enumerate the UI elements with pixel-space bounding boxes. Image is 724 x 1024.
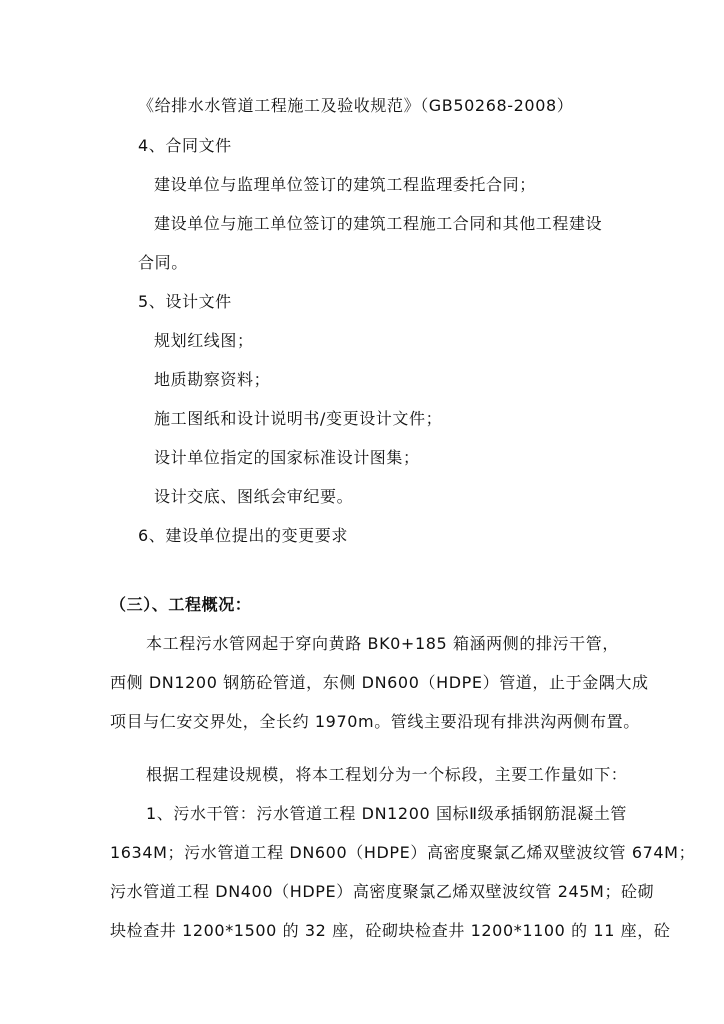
scope-item-1-line-3: 污水管道工程 DN400（HDPE）高密度聚氯乙烯双壁波纹管 245M；砼砌 (110, 882, 655, 901)
contract-line-1: 建设单位与监理单位签订的建筑工程监理委托合同； (154, 175, 536, 194)
overview-line-1: 本工程污水管网起于穿向黄路 BK0+185 箱涵两侧的排污干管， (146, 634, 619, 653)
overview-line-3: 项目与仁安交界处，全长约 1970m。管线主要沿现有排洪沟两侧布置。 (110, 712, 640, 731)
overview-line-2: 西侧 DN1200 钢筋砼管道，东侧 DN600（HDPE）管道，止于金隅大成 (110, 673, 649, 692)
scope-item-1-line-1: 1、污水干管：污水管道工程 DN1200 国标Ⅱ级承插钢筋混凝土管 (146, 804, 628, 823)
scope-item-1-line-2: 1634M；污水管道工程 DN600（HDPE）高密度聚氯乙烯双壁波纹管 674M； (110, 843, 696, 862)
section-6-heading: 6、建设单位提出的变更要求 (138, 526, 348, 545)
scope-item-1-line-4: 块检查井 1200*1500 的 32 座，砼砌块检查井 1200*1100 的 11 座，砼 (110, 921, 671, 940)
design-file-item-5: 设计交底、图纸会审纪要。 (154, 487, 354, 506)
design-file-item-3: 施工图纸和设计说明书/变更设计文件； (154, 409, 443, 428)
contract-line-2: 建设单位与施工单位签订的建筑工程施工合同和其他工程建设 (154, 214, 603, 233)
design-file-item-2: 地质勘察资料； (154, 370, 271, 389)
section-4-heading: 4、合同文件 (138, 136, 232, 155)
design-file-item-1: 规划红线图； (154, 331, 254, 350)
section-5-heading: 5、设计文件 (138, 292, 232, 311)
project-overview-heading: （三）、工程概况： (110, 595, 252, 614)
design-file-item-4: 设计单位指定的国家标准设计图集； (154, 448, 420, 467)
spec-reference-line: 《给排水水管道工程施工及验收规范》（GB50268-2008） (138, 96, 574, 115)
contract-line-2-cont: 合同。 (138, 253, 188, 272)
scope-intro-line: 根据工程建设规模，将本工程划分为一个标段，主要工作量如下： (146, 765, 628, 784)
